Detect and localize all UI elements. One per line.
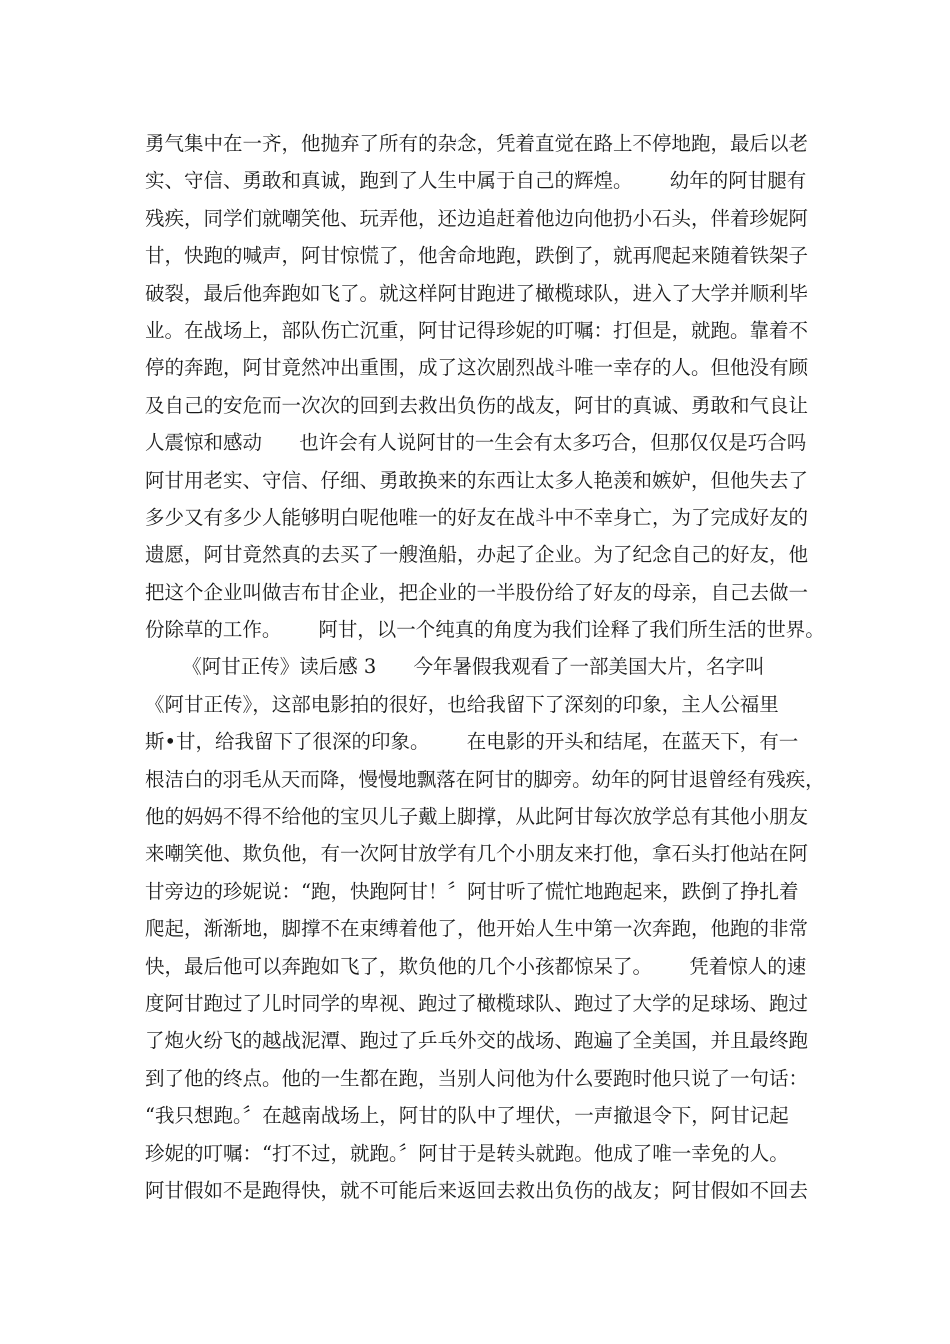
text-line: 及自己的安危而一次次的回到去救出负伤的战友，阿甘的真诚、勇敢和气良让 bbox=[145, 393, 809, 417]
text-line: 根洁白的羽毛从天而降，慢慢地飘落在阿甘的脚旁。幼年的阿甘退曾经有残疾， bbox=[145, 767, 825, 791]
text-line: 度阿甘跑过了儿时同学的卑视、跑过了橄榄球队、跑过了大学的足球场、跑过 bbox=[145, 991, 809, 1015]
text-line: 勇气集中在一齐，他抛弃了所有的杂念，凭着直觉在路上不停地跑，最后以老 bbox=[145, 132, 809, 155]
text-line: 实、守信、勇敢和真诚，跑到了人生中属于自己的辉煌。 幼年的阿甘腿有 bbox=[145, 169, 807, 193]
text-line: 《阿甘正传》读后感 3 今年暑假我观看了一部美国大片，名字叫 bbox=[145, 655, 765, 679]
text-line: 《阿甘正传》，这部电影拍的很好，也给我留下了深刻的印象，主人公福里 bbox=[145, 692, 779, 716]
text-line: 人震惊和感动 也许会有人说阿甘的一生会有太多巧合，但那仅仅是巧合吗 bbox=[145, 431, 807, 455]
text-line: “我只想跑。〞在越南战场上，阿甘的队中了埋伏，一声撤退令下，阿甘记起 bbox=[145, 1104, 789, 1128]
text-line: 阿甘用老实、守信、仔细、勇敢换来的东西让太多人艳羡和嫉妒，但他失去了 bbox=[145, 468, 809, 492]
text-line: 破裂，最后他奔跑如飞了。就这样阿甘跑进了橄榄球队，进入了大学并顺利毕 bbox=[145, 281, 809, 305]
text-line: 把这个企业叫做吉布甘企业，把企业的一半股份给了好友的母亲，自己去做一 bbox=[145, 580, 809, 604]
text-line: 业。在战场上，部队伤亡沉重，阿甘记得珍妮的叮嘱：打但是，就跑。靠着不 bbox=[145, 318, 809, 342]
text-line: 阿甘假如不是跑得快，就不可能后来返回去救出负伤的战友；阿甘假如不回去 bbox=[145, 1178, 809, 1202]
essay-text bbox=[145, 125, 825, 1209]
text-line: 甘旁边的珍妮说：“跑，快跑阿甘！〞阿甘听了慌忙地跑起来，跌倒了挣扎着 bbox=[145, 879, 799, 903]
text-line: 份除草的工作。 阿甘，以一个纯真的角度为我们诠释了我们所生活的世界。 bbox=[145, 618, 825, 642]
text-line: 残疾，同学们就嘲笑他、玩弄他，还边追赶着他边向他扔小石头，伴着珍妮阿 bbox=[145, 206, 809, 230]
text-line: 快，最后他可以奔跑如飞了，欺负他的几个小孩都惊呆了。 凭着惊人的速 bbox=[145, 954, 807, 978]
text-line: 到了他的终点。他的一生都在跑，当别人问他为什么要跑时他只说了一句话： bbox=[145, 1066, 809, 1090]
text-line: 了炮火纷飞的越战泥潭、跑过了乒乓外交的战场、跑遍了全美国，并且最终跑 bbox=[145, 1029, 809, 1053]
text-line: 停的奔跑，阿甘竟然冲出重围，成了这次剧烈战斗唯一幸存的人。但他没有顾 bbox=[145, 356, 809, 380]
text-line: 多少又有多少人能够明白呢他唯一的好友在战斗中不幸身亡，为了完成好友的 bbox=[145, 505, 809, 529]
text-line: 遗愿，阿甘竟然真的去买了一艘渔船，办起了企业。为了纪念自己的好友，他 bbox=[145, 543, 809, 567]
text-line: 来嘲笑他、欺负他，有一次阿甘放学有几个小朋友来打他，拿石头打他站在阿 bbox=[145, 842, 809, 866]
text-line: 甘，快跑的喊声，阿甘惊慌了，他舍命地跑，跌倒了，就再爬起来随着铁架子 bbox=[145, 244, 809, 268]
text-line: 爬起，渐渐地，脚撑不在束缚着他了，他开始人生中第一次奔跑，他跑的非常 bbox=[145, 917, 809, 941]
text-line: 斯•甘，给我留下了很深的印象。 在电影的开头和结尾，在蓝天下，有一 bbox=[145, 730, 799, 754]
text-line: 他的妈妈不得不给他的宝贝儿子戴上脚撑，从此阿甘每次放学总有其他小朋友 bbox=[145, 805, 809, 829]
text-line: 珍妮的叮嘱：“打不过，就跑。〞阿甘于是转头就跑。他成了唯一幸免的人。 bbox=[145, 1141, 789, 1165]
